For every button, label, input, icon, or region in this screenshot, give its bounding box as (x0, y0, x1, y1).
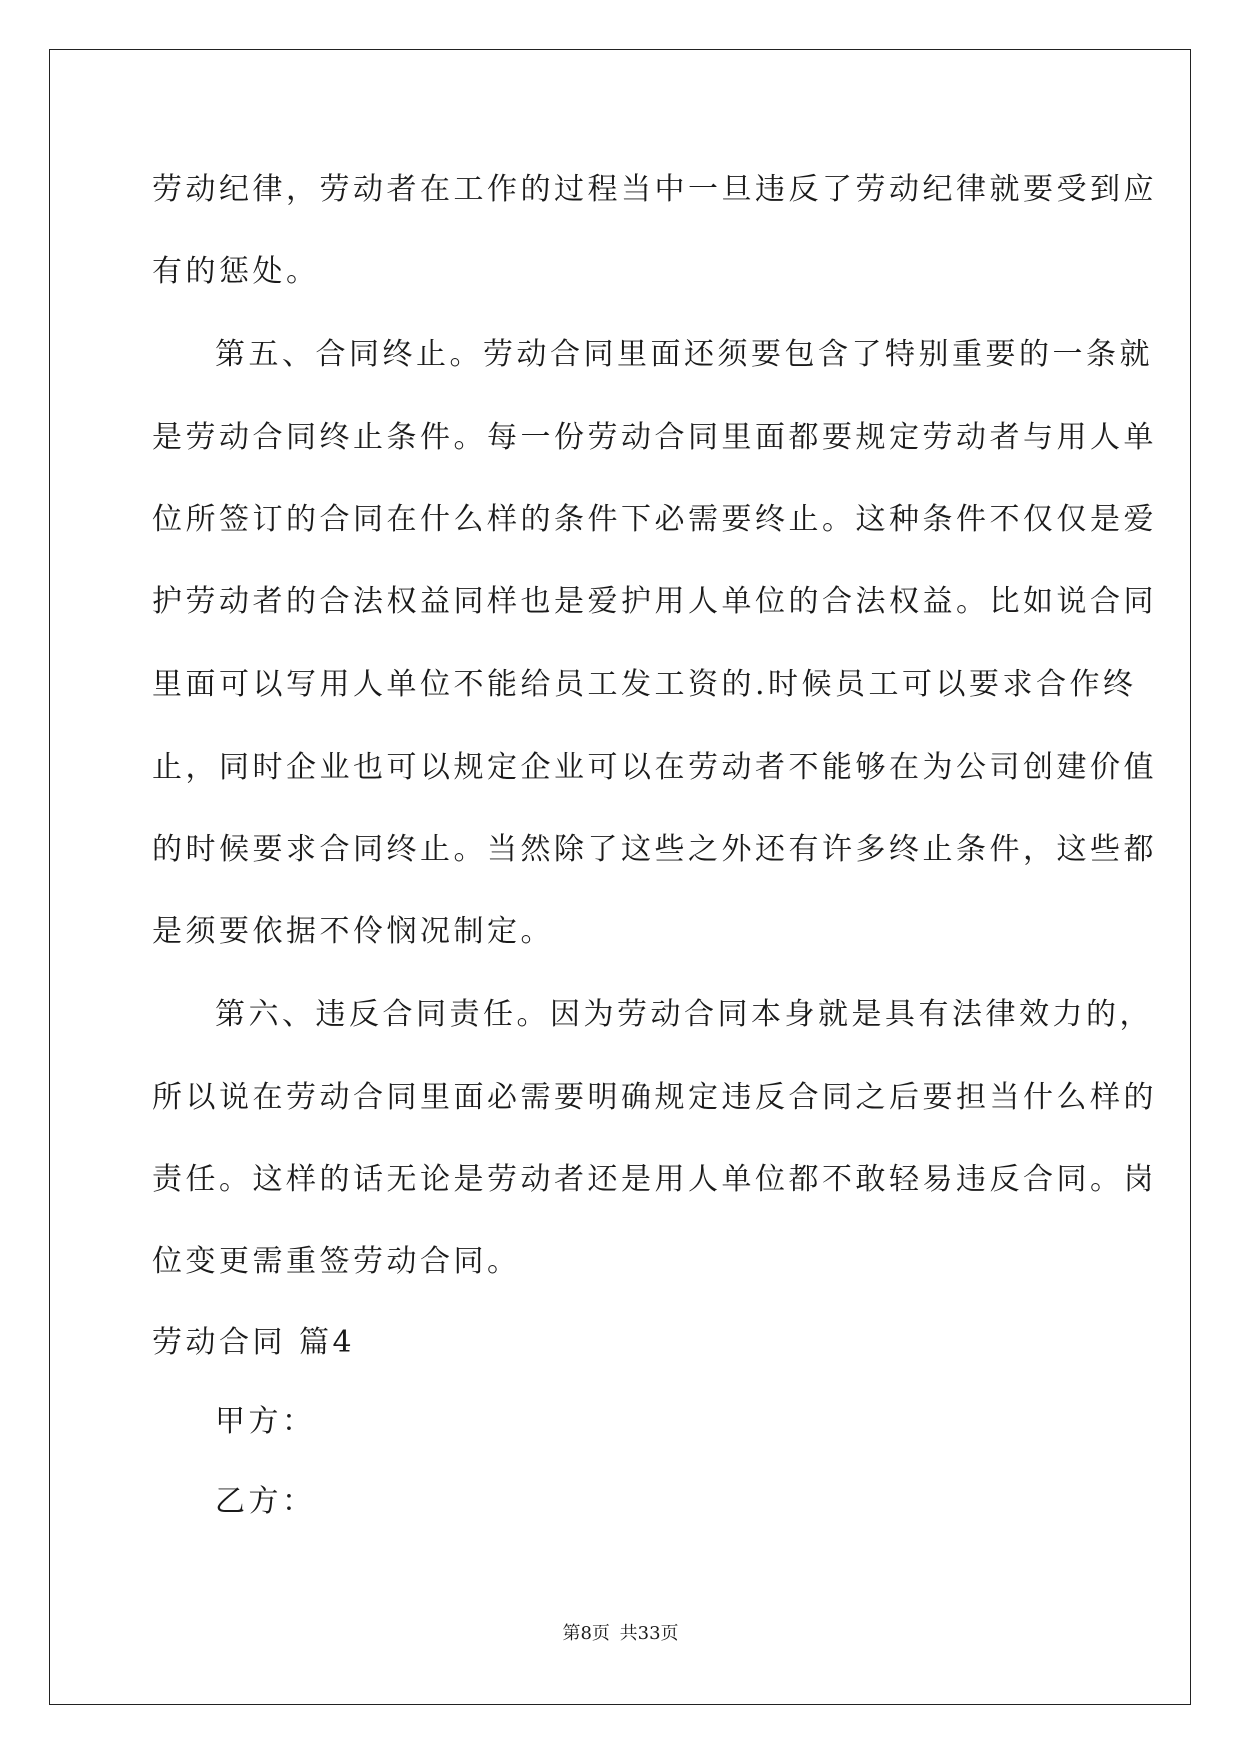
body-line: 里面可以写用人单位不能给员工发工资的.时候员工可以要求合作终 (152, 667, 1137, 702)
body-line: 是须要依据不伶悯况制定。 (152, 914, 554, 949)
body-line: 第五、合同终止。劳动合同里面还须要包含了特别重要的一条就 (215, 337, 1153, 372)
page-border (49, 49, 1191, 1705)
body-line: 位变更需重签劳动合同。 (152, 1244, 521, 1279)
body-line: 是劳动合同终止条件。每一份劳动合同里面都要规定劳动者与用人单 (152, 420, 1157, 455)
page-number: 第8页 (562, 1623, 610, 1644)
body-line: 止，同时企业也可以规定企业可以在劳动者不能够在为公司创建价值 (152, 750, 1157, 785)
party-b-label: 乙方： (215, 1484, 316, 1519)
body-line: 所以说在劳动合同里面必需要明确规定违反合同之后要担当什么样的 (152, 1080, 1157, 1115)
body-line: 护劳动者的合法权益同样也是爱护用人单位的合法权益。比如说合同 (152, 584, 1157, 619)
body-line: 第六、违反合同责任。因为劳动合同本身就是具有法律效力的， (215, 997, 1153, 1032)
body-line: 的时候要求合同终止。当然除了这些之外还有许多终止条件，这些都 (152, 832, 1157, 867)
section-heading: 劳动合同 篇4 (152, 1325, 356, 1360)
body-line: 位所签订的合同在什么样的条件下必需要终止。这种条件不仅仅是爱 (152, 502, 1157, 537)
party-a-label: 甲方： (215, 1404, 316, 1439)
page-total: 共33页 (619, 1623, 679, 1644)
page-footer (0, 1622, 1241, 1646)
body-line: 有的惩处。 (152, 254, 320, 289)
body-line: 劳动纪律，劳动者在工作的过程当中一旦违反了劳动纪律就要受到应 (152, 172, 1157, 207)
body-line: 责任。这样的话无论是劳动者还是用人单位都不敢轻易违反合同。岗 (152, 1162, 1157, 1197)
